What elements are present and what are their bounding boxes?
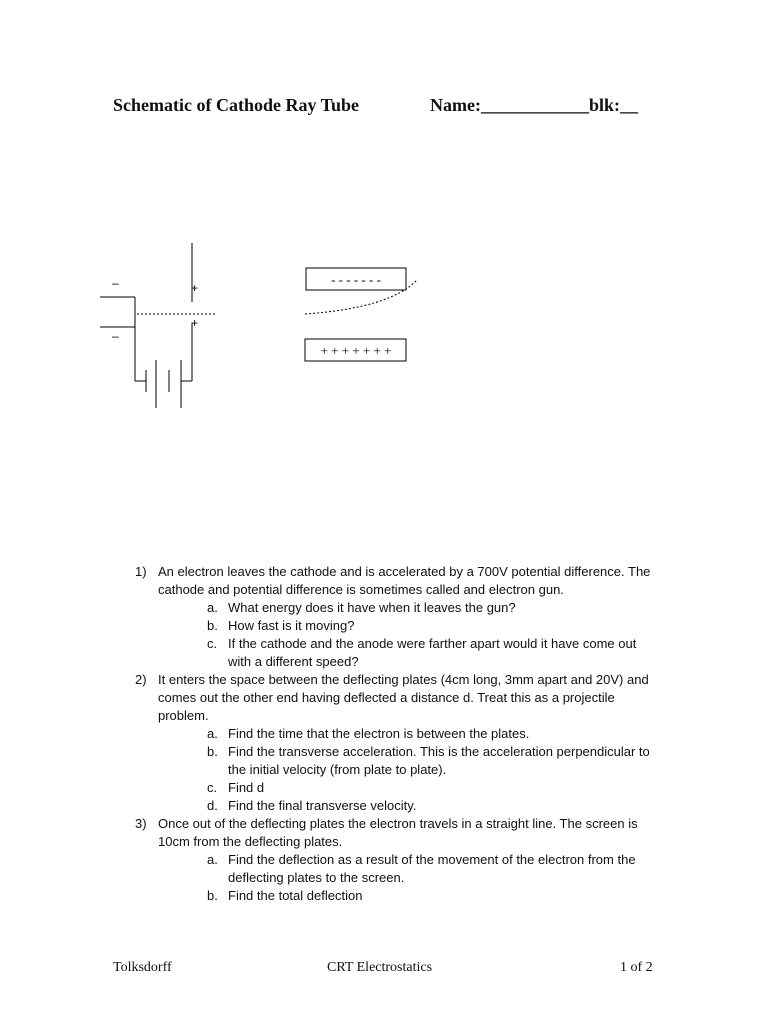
- footer-page-number: 1 of 2: [620, 960, 653, 975]
- subquestion-list: [158, 599, 658, 671]
- subquestion-letter: b.: [207, 888, 218, 903]
- subquestion-text: Find the final transverse velocity.: [228, 798, 417, 813]
- footer-author: Tolksdorff: [113, 960, 172, 975]
- subquestion-item: [203, 599, 658, 617]
- name-block-field: Name:____________blk:__: [430, 95, 638, 115]
- crt-schematic: [90, 238, 430, 418]
- subquestion-letter: c.: [207, 780, 218, 795]
- subquestion-letter: d.: [207, 798, 218, 813]
- subquestion-text: Find the transverse acceleration. This is the acceleration perpendicular to the initial velocity (from plate to plate).: [228, 744, 650, 777]
- subquestion-text: Find the time that the electron is between the plates.: [228, 726, 530, 741]
- anode-plus-bottom: +: [191, 316, 199, 330]
- subquestion-item: [203, 851, 658, 887]
- footer-title: CRT Electrostatics: [327, 960, 433, 975]
- question-item: [133, 671, 658, 815]
- subquestion-item: [203, 797, 658, 815]
- question-item: [133, 563, 658, 671]
- subquestion-item: [203, 725, 658, 743]
- subquestion-letter: b.: [207, 618, 218, 633]
- question-item: [133, 815, 658, 905]
- subquestion-item: [203, 887, 658, 905]
- subquestion-letter: a.: [207, 852, 218, 867]
- subquestion-text: Find the deflection as a result of the movement of the electron from the deflecting plates to the screen.: [228, 852, 636, 885]
- question-number: 3): [135, 816, 147, 831]
- subquestion-text: What energy does it have when it leaves the gun?: [228, 600, 516, 615]
- page-title: Schematic of Cathode Ray Tube: [113, 95, 360, 115]
- subquestion-list: [158, 725, 658, 815]
- subquestion-letter: a.: [207, 600, 218, 615]
- question-text: Once out of the deflecting plates the electron travels in a straight line. The screen is 10cm from the deflecting plates.: [158, 816, 638, 849]
- subquestion-item: [203, 617, 658, 635]
- subquestion-text: Find the total deflection: [228, 888, 363, 903]
- subquestion-item: [203, 743, 658, 779]
- subquestion-item: [203, 779, 658, 797]
- question-list: [133, 563, 658, 905]
- cathode-minus-bottom: –: [112, 329, 119, 343]
- anode-plus-top: +: [191, 281, 199, 295]
- subquestion-letter: b.: [207, 744, 218, 759]
- question-number: 2): [135, 672, 147, 687]
- subquestion-text: How fast is it moving?: [228, 618, 355, 633]
- question-text: It enters the space between the deflecting plates (4cm long, 3mm apart and 20V) and comes out the other end having deflected a distance d. Treat this as a projectile problem.: [158, 672, 649, 723]
- subquestion-item: [203, 635, 658, 671]
- subquestion-letter: c.: [207, 636, 218, 651]
- top-plate-charge: - - - - - - -: [331, 272, 381, 287]
- subquestion-list: [158, 851, 658, 905]
- question-text: An electron leaves the cathode and is accelerated by a 700V potential difference. The cathode and potential difference is sometimes called and electron gun.: [158, 564, 651, 597]
- question-number: 1): [135, 564, 147, 579]
- bottom-plate-charge: + + + + + + +: [320, 343, 392, 358]
- subquestion-text: Find d: [228, 780, 265, 795]
- cathode-minus-top: –: [112, 276, 119, 290]
- subquestion-text: If the cathode and the anode were farther apart would it have come out with a different speed?: [228, 636, 637, 669]
- subquestion-letter: a.: [207, 726, 218, 741]
